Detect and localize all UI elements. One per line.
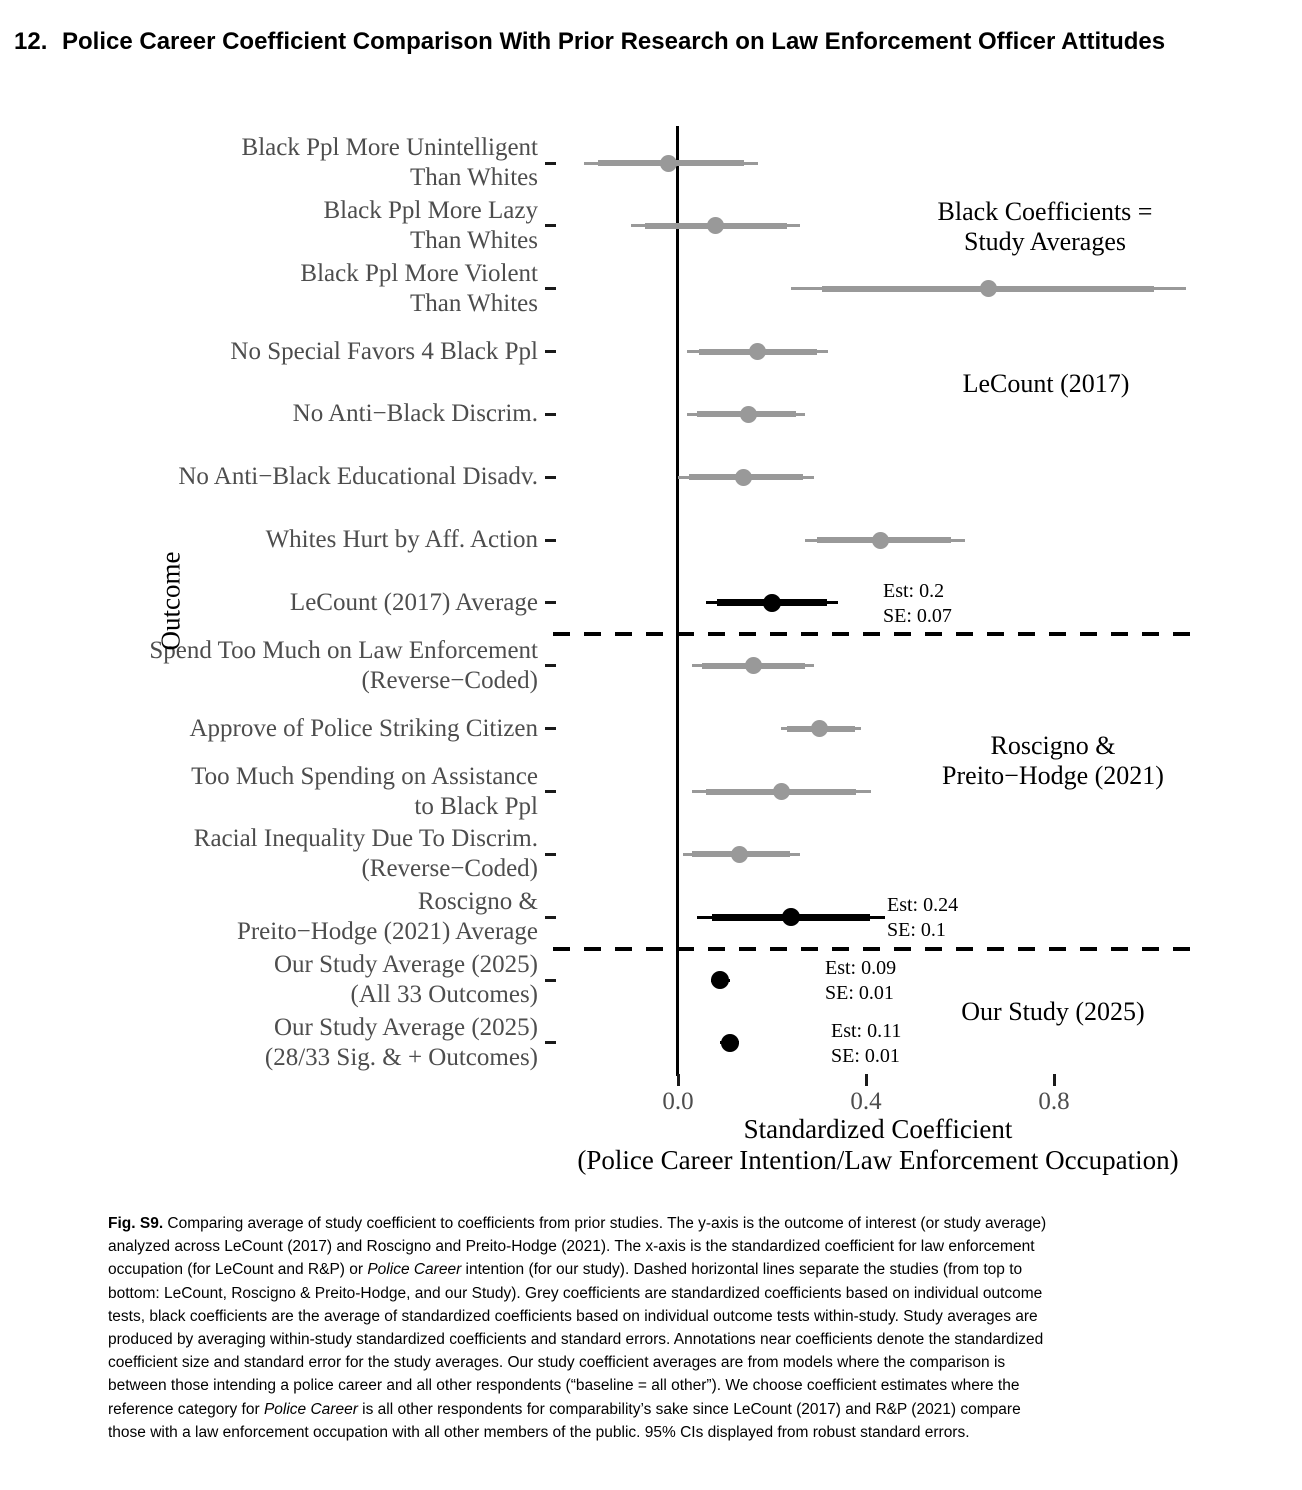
outcome-label-line: No Special Favors 4 Black Ppl xyxy=(230,337,538,365)
separator-line xyxy=(553,632,1201,636)
outcome-label-line: Our Study Average (2025) xyxy=(273,951,538,979)
separator-line xyxy=(553,947,1201,951)
outcome-label-line: Racial Inequality Due To Discrim. xyxy=(193,825,538,853)
point-estimate xyxy=(707,217,724,234)
point-estimate xyxy=(731,846,748,863)
y-tick xyxy=(545,224,556,227)
caption-line xyxy=(108,1421,1210,1444)
outcome-label-line: Than Whites xyxy=(410,164,538,191)
point-estimate xyxy=(773,783,790,800)
caption-figure-label: Fig. S9. xyxy=(108,1215,164,1232)
caption-line xyxy=(108,1374,1210,1397)
point-estimate xyxy=(660,155,677,172)
caption-line xyxy=(108,1351,1210,1374)
outcome-label-line: Than Whites xyxy=(410,289,538,317)
est-annotation: Est: 0.11 xyxy=(831,1019,902,1042)
caption-text: between those intending a police career and all other respondents (“baseline = all other”). We choose coefficient estimates where the xyxy=(108,1377,1020,1395)
figure-caption xyxy=(108,1212,1210,1444)
caption-text: produced by averaging within-study standardized coefficients and standard errors. Annotations near coefficients denote the standardized xyxy=(108,1331,1044,1349)
outcome-label-line: Black Ppl More Unintelligent xyxy=(241,134,538,161)
y-tick xyxy=(545,979,556,982)
study-group-label-line: Preito−Hodge (2021) xyxy=(942,761,1164,790)
outcome-label-line: (Reverse−Coded) xyxy=(361,666,538,694)
point-estimate xyxy=(763,594,781,612)
outcome-label-line: No Anti−Black Discrim. xyxy=(292,400,538,428)
caption-text: occupation (for LeCount and R&P) or xyxy=(108,1261,368,1279)
outcome-label-line: Than Whites xyxy=(410,226,538,254)
zero-line xyxy=(676,126,679,1076)
caption-line xyxy=(108,1328,1210,1351)
y-tick xyxy=(545,916,556,919)
point-estimate xyxy=(721,1034,739,1052)
caption-line xyxy=(108,1282,1210,1305)
y-tick xyxy=(545,539,556,542)
outcome-label xyxy=(265,1013,538,1073)
outcome-label xyxy=(293,399,538,429)
figure-number: 12. xyxy=(14,28,48,55)
caption-line xyxy=(108,1305,1210,1328)
outcome-label xyxy=(242,133,538,193)
x-tick xyxy=(677,1074,680,1086)
outcome-label-line: LeCount (2017) Average xyxy=(289,588,538,616)
caption-text: analyzed across LeCount (2017) and Roscigno and Preito-Hodge (2021). The x-axis is the standardized coefficient for law enforcement xyxy=(108,1238,1035,1256)
point-estimate xyxy=(980,280,997,297)
point-estimate xyxy=(711,971,729,989)
caption-text: intention (for our study). Dashed horizontal lines separate the studies (from top to xyxy=(461,1261,1023,1279)
y-tick xyxy=(545,350,556,353)
x-axis-title-line: Standardized Coefficient xyxy=(743,1114,1013,1144)
outcome-label-line: Roscigno & xyxy=(417,888,538,916)
outcome-label-line: (Reverse−Coded) xyxy=(361,855,538,883)
caption-line xyxy=(108,1258,1210,1281)
est-annotation: Est: 0.24 xyxy=(887,894,959,917)
outcome-label xyxy=(189,714,538,744)
y-tick xyxy=(545,413,556,416)
outcome-label xyxy=(194,824,538,884)
outcome-label-line: (28/33 Sig. & + Outcomes) xyxy=(264,1043,538,1071)
x-tick xyxy=(865,1074,868,1086)
y-tick xyxy=(545,853,556,856)
outcome-label-line: (All 33 Outcomes) xyxy=(350,981,538,1009)
outcome-label xyxy=(274,950,538,1010)
caption-text: bottom: LeCount, Roscigno & Preito-Hodge, and our Study). Grey coefficients are standardized coefficients based on individual outcome xyxy=(108,1284,1043,1302)
outcome-label xyxy=(178,462,538,492)
caption-line xyxy=(108,1212,1210,1235)
outcome-label xyxy=(290,588,538,618)
study-group-label-line: Study Averages xyxy=(964,227,1126,256)
x-axis-title xyxy=(577,1114,1178,1176)
y-tick xyxy=(545,1041,556,1044)
study-group-label xyxy=(961,997,1144,1027)
y-tick xyxy=(545,601,556,604)
caption-text: reference category for xyxy=(108,1400,264,1418)
caption-line xyxy=(108,1398,1210,1421)
y-tick xyxy=(545,162,556,165)
x-tick-label: 0.8 xyxy=(1038,1088,1070,1115)
point-estimate xyxy=(811,720,828,737)
caption-italic-text: Police Career xyxy=(367,1261,462,1279)
se-annotation: SE: 0.01 xyxy=(825,982,894,1005)
caption-text: is all other respondents for comparability’s sake since LeCount (2017) and R&P (2021) compare xyxy=(357,1400,1021,1418)
outcome-label xyxy=(300,259,538,319)
outcome-label-line: Approve of Police Striking Citizen xyxy=(189,714,538,742)
caption-text: tests, black coefficients are the average of standardized coefficients based on individual outcome tests within-study. Study averages are xyxy=(108,1307,1038,1325)
y-tick xyxy=(545,790,556,793)
y-tick xyxy=(545,727,556,730)
est-annotation: Est: 0.2 xyxy=(883,579,945,602)
outcome-label xyxy=(149,636,538,696)
study-group-label xyxy=(938,197,1153,257)
point-estimate xyxy=(749,343,766,360)
se-annotation: SE: 0.07 xyxy=(883,604,952,627)
outcome-label-line: Black Ppl More Violent xyxy=(300,259,538,287)
outcome-label-line: Black Ppl More Lazy xyxy=(323,196,538,224)
outcome-label-line: to Black Ppl xyxy=(414,792,538,820)
outcome-label-line: Whites Hurt by Aff. Action xyxy=(265,526,538,554)
outcome-label-line: Our Study Average (2025) xyxy=(273,1013,538,1041)
outcome-label xyxy=(230,337,538,367)
est-annotation: Est: 0.09 xyxy=(825,957,897,980)
outcome-label xyxy=(237,887,538,947)
se-annotation: SE: 0.01 xyxy=(831,1044,900,1067)
point-estimate xyxy=(735,469,752,486)
se-annotation: SE: 0.1 xyxy=(887,919,946,942)
outcome-label-line: No Anti−Black Educational Disadv. xyxy=(178,463,538,491)
outcome-label xyxy=(191,762,538,822)
outcome-label-line: Too Much Spending on Assistance xyxy=(191,762,538,790)
outcome-label xyxy=(266,525,538,555)
point-estimate xyxy=(745,657,762,674)
y-tick xyxy=(545,664,556,667)
x-axis-title-line: (Police Career Intention/Law Enforcement Occupation) xyxy=(577,1145,1179,1175)
point-estimate xyxy=(782,908,800,926)
caption-line xyxy=(108,1235,1210,1258)
study-group-label-line: Black Coefficients = xyxy=(937,197,1153,226)
study-group-label-line: LeCount (2017) xyxy=(962,369,1130,398)
study-group-label xyxy=(942,731,1164,791)
point-estimate xyxy=(740,406,757,423)
y-tick xyxy=(545,287,556,290)
y-axis-title: Outcome xyxy=(155,551,186,651)
caption-text: Comparing average of study coefficient to coefficients from prior studies. The y-axis is the outcome of interest (or study average) xyxy=(163,1215,1047,1232)
y-tick xyxy=(545,476,556,479)
caption-text: those with a law enforcement occupation with all other members of the public. 95% CIs displayed from robust standard errors. xyxy=(108,1423,970,1441)
caption-italic-text: Police Career xyxy=(263,1400,358,1418)
outcome-label-line: Preito−Hodge (2021) Average xyxy=(236,918,538,946)
point-estimate xyxy=(872,532,889,549)
study-group-label xyxy=(963,369,1130,399)
study-group-label-line: Our Study (2025) xyxy=(961,997,1145,1026)
x-tick xyxy=(1053,1074,1056,1086)
x-tick-label: 0.0 xyxy=(662,1088,694,1115)
outcome-label-line: Spend Too Much on Law Enforcement xyxy=(149,636,538,664)
study-group-label-line: Roscigno & xyxy=(990,731,1116,760)
figure-title-text: Police Career Coefficient Comparison With Prior Research on Law Enforcement Officer Attitudes xyxy=(62,28,1166,55)
x-tick-label: 0.4 xyxy=(850,1088,882,1115)
caption-text: coefficient size and standard error for the study averages. Our study coefficient averages are from models where the comparison is xyxy=(108,1354,1006,1372)
outcome-label xyxy=(323,196,538,256)
